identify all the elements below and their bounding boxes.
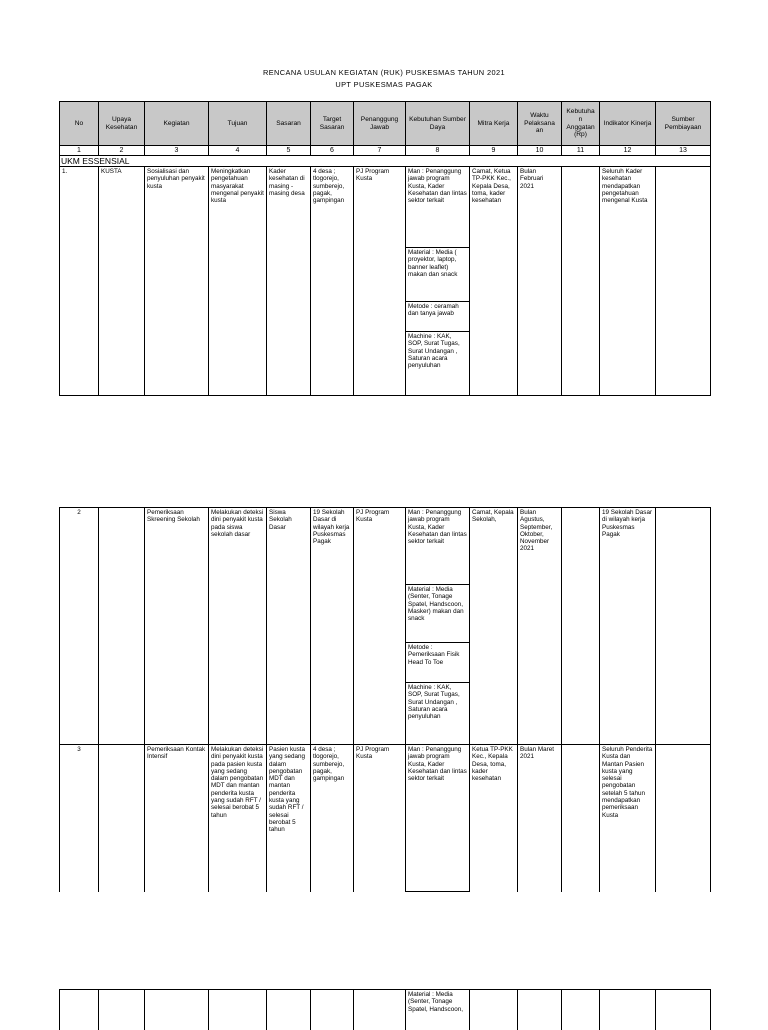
cell-resources <box>406 745 470 892</box>
cell-resources <box>406 508 470 745</box>
table-row <box>60 167 711 396</box>
cell-waktu: Bulan Februari 2021 <box>518 167 562 396</box>
header-sasaran: Sasaran <box>267 102 311 146</box>
cell-sumber <box>656 167 711 396</box>
ruk-table-1 <box>59 101 711 396</box>
resource-man: Man : Penanggung jawab program Kusta, Kader Kesehatan dan lintas sektor terkait <box>406 508 469 585</box>
col-number: 8 <box>406 146 470 156</box>
header-sumber: Sumber Pembiayaan <box>656 102 711 146</box>
resource-man: Man : Penanggung jawab program Kusta, Kader Kesehatan dan lintas sektor terkait <box>406 167 469 248</box>
cell-tujuan: Melakukan deteksi dini penyakit kusta pada siswa sekolah dasar <box>209 508 267 745</box>
cell-mitra: Camat, Ketua TP-PKK Kec., Kepala Desa, toma, kader kesehatan <box>470 167 518 396</box>
cell-sumber <box>656 745 711 892</box>
col-number: 13 <box>656 146 711 156</box>
cell-anggaran <box>562 167 600 396</box>
table-row <box>60 508 711 745</box>
cell-mitra: Camat, Kepala Sekolah, <box>470 508 518 745</box>
document-subtitle: UPT PUSKESMAS PAGAK <box>335 80 433 89</box>
cell-tujuan: Melakukan deteksi dini penyakit kusta pada pasien kusta yang sedang dalam pengobatan MDT dan mantan penderita kusta yang sudah RFT / selesai berobat 5 tahun <box>209 745 267 892</box>
cell-sasaran: Siswa Sekolah Dasar <box>267 508 311 745</box>
resource-material: Material : Media (Senter, Tonage Spatel, Handscoon, Masker) makan dan snack <box>406 585 469 643</box>
resource-machine: Machine : KAK, SOP, Surat Tugas, Surat Undangan , Saturan acara penyuluhan <box>408 333 460 370</box>
col-number: 10 <box>518 146 562 156</box>
cell-resources <box>406 167 470 396</box>
header-target: Target Sasaran <box>311 102 354 146</box>
cell-no: 2 <box>60 508 99 745</box>
cell-upaya: KUSTA <box>99 167 145 396</box>
cell-pj: PJ Program Kusta <box>354 745 406 892</box>
cell-upaya <box>99 745 145 892</box>
cell-anggaran <box>562 508 600 745</box>
cell-mitra: Ketua TP-PKK Kec., Kepala Desa, toma, kader kesehatan <box>470 745 518 892</box>
header-tujuan: Tujuan <box>209 102 267 146</box>
col-number: 11 <box>562 146 600 156</box>
header-row <box>60 102 711 146</box>
section-row <box>60 156 711 167</box>
cell-target: 4 desa ; tlogorejo, sumberejo, pagak, gampingan <box>311 167 354 396</box>
cell-anggaran <box>562 745 600 892</box>
cell-no: 3 <box>60 745 99 892</box>
ruk-table-2 <box>59 507 711 892</box>
header-waktu: Waktu Pelaksana an <box>518 102 562 146</box>
cell-indikator: Seluruh Kader kesehatan mendapatkan pengetahuan mengenal Kusta <box>600 167 656 396</box>
cell-kegiatan: Pemeriksaan Kontak Intensif <box>145 745 209 892</box>
resource-metode: Metode : Pemeriksaan Fisik Head To Toe <box>406 643 469 683</box>
cell-tujuan: Meningkatkan pengetahuan masyarakat mengenal penyakit kusta <box>209 167 267 396</box>
cell-sasaran: Pasien kusta yang sedang dalam pengobatan MDT dan mantan penderita kusta yang sudah RFT / selesai berobat 5 tahun <box>267 745 311 892</box>
header-upaya: Upaya Kesehatan <box>99 102 145 146</box>
cell-indikator: 19 Sekolah Dasar di wilayah kerja Puskesmas Pagak <box>600 508 656 745</box>
header-mitra: Mitra Kerja <box>470 102 518 146</box>
cell-kegiatan: Pemeriksaan Skreening Sekolah <box>145 508 209 745</box>
cell-no: 1. <box>60 167 99 396</box>
cell-indikator: Seluruh Penderita Kusta dan Mantan Pasien kusta yang selesai pengobatan setelah 5 tahun mendapatkan pemeriksaan Kusta <box>600 745 656 892</box>
resource-man: Man : Penanggung jawab program Kusta, Kader Kesehatan dan lintas sektor terkait <box>408 746 467 783</box>
cell-waktu: Bulan Agustus, September, Oktober, November 2021 <box>518 508 562 745</box>
cell-pj: PJ Program Kusta <box>354 167 406 396</box>
col-number: 3 <box>145 146 209 156</box>
header-indikator: Indikator Kinerja <box>600 102 656 146</box>
col-number: 12 <box>600 146 656 156</box>
table-row <box>60 745 711 892</box>
header-resources: Kebutuhan Sumber Daya <box>406 102 470 146</box>
col-number: 4 <box>209 146 267 156</box>
col-number: 2 <box>99 146 145 156</box>
col-number: 7 <box>354 146 406 156</box>
cell-upaya <box>99 508 145 745</box>
cell-target: 19 Sekolah Dasar di wilayah kerja Puskesmas Pagak <box>311 508 354 745</box>
cell-sasaran: Kader kesehatan di masing - masing desa <box>267 167 311 396</box>
resource-metode: Metode : ceramah dan tanya jawab <box>406 302 469 332</box>
header-pj: Penanggung Jawab <box>354 102 406 146</box>
header-anggaran: Kebutuha n Anggatan (Rp) <box>562 102 600 146</box>
resource-material: Material : Media (Senter, Tonage Spatel, Handscoon, <box>406 990 470 1030</box>
cell-target: 4 desa ; tlogorejo, sumberejo, pagak, gampingan <box>311 745 354 892</box>
cell-sumber <box>656 508 711 745</box>
resource-material: Material : Media ( proyektor, laptop, banner leaflet) makan dan snack <box>406 248 469 302</box>
col-number: 1 <box>60 146 99 156</box>
col-number: 6 <box>311 146 354 156</box>
col-number: 9 <box>470 146 518 156</box>
ruk-table-3 <box>59 989 711 1030</box>
col-number: 5 <box>267 146 311 156</box>
section-label: UKM ESSENSIAL <box>60 156 711 167</box>
document-title: RENCANA USULAN KEGIATAN (RUK) PUSKESMAS TAHUN 2021 <box>262 68 506 77</box>
cell-pj: PJ Program Kusta <box>354 508 406 745</box>
resource-machine: Machine : KAK, SOP, Surat Tugas, Surat Undangan , Saturan acara penyuluhan <box>408 684 460 721</box>
header-kegiatan: Kegiatan <box>145 102 209 146</box>
header-no: No <box>60 102 99 146</box>
column-number-row <box>60 146 711 156</box>
cell-waktu: Bulan Maret 2021 <box>518 745 562 892</box>
cell-kegiatan: Sosialisasi dan penyuluhan penyakit kusta <box>145 167 209 396</box>
